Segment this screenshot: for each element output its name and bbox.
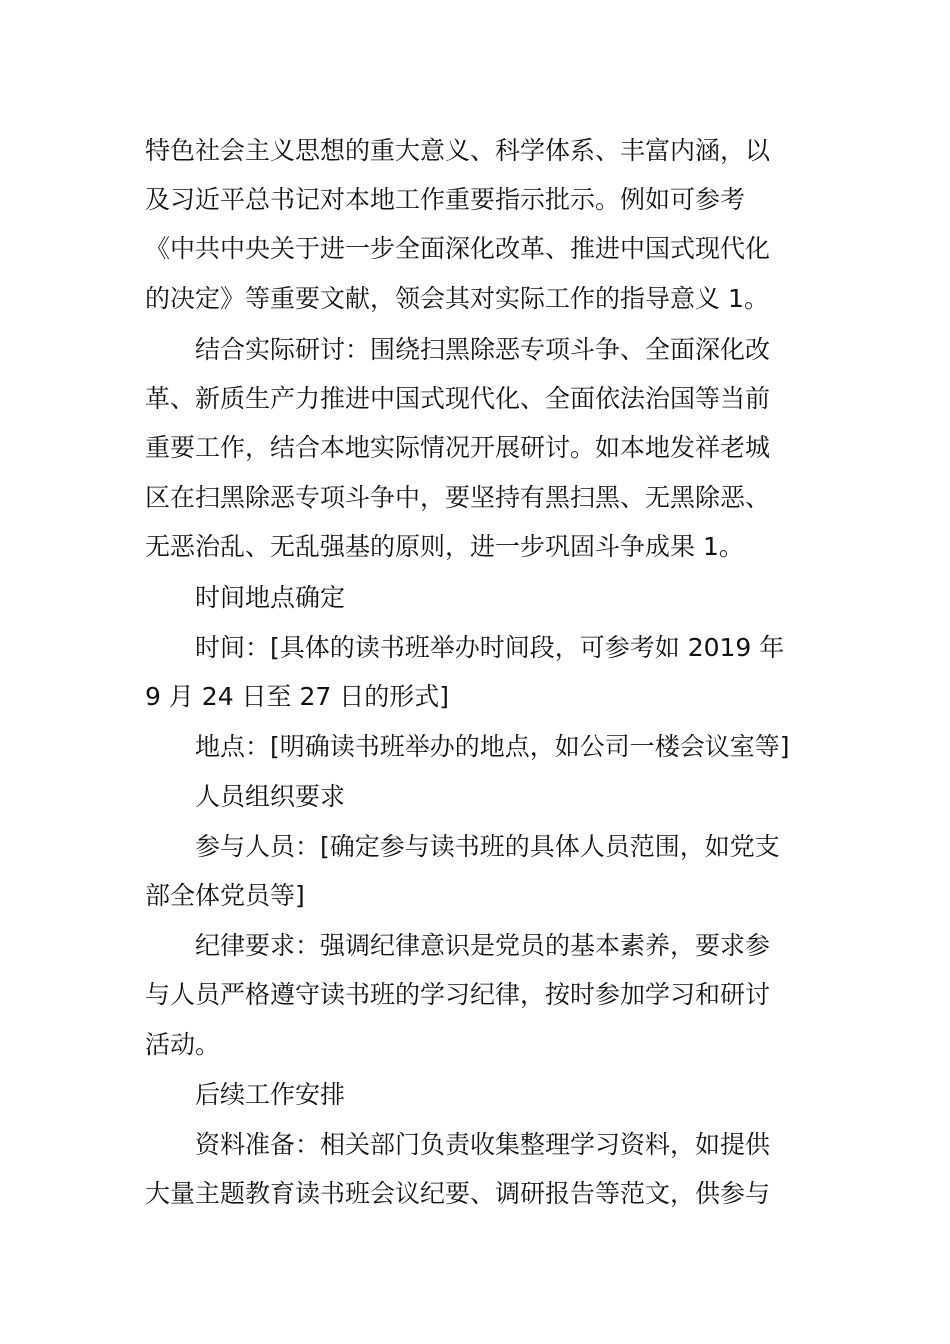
paragraph-start-line: 时间：[具体的读书班举办时间段，可参考如 2019 年	[195, 633, 785, 662]
body-text-line: 革、新质生产力推进中国式现代化、全面依法治国等当前	[145, 384, 771, 413]
section-heading: 时间地点确定	[195, 583, 346, 612]
body-text-line: 《中共中央关于进一步全面深化改革、推进中国式现代化	[145, 234, 771, 263]
body-text-line: 重要工作，结合本地实际情况开展研讨。如本地发祥老城	[145, 433, 771, 462]
body-text-line: 9 月 24 日至 27 日的形式]	[145, 682, 450, 711]
paragraph-start-line: 资料准备：相关部门负责收集整理学习资料，如提供	[195, 1130, 771, 1159]
body-text-line: 部全体党员等]	[145, 881, 305, 910]
body-text-line: 特色社会主义思想的重大意义、科学体系、丰富内涵，以	[145, 136, 771, 165]
section-heading: 人员组织要求	[195, 782, 346, 811]
body-text-line: 无恶治乱、无乱强基的原则，进一步巩固斗争成果 1。	[145, 532, 744, 561]
body-text-line: 区在扫黑除恶专项斗争中，要坚持有黑扫黑、无黑除恶、	[145, 483, 771, 512]
body-text-line: 与人员严格遵守读书班的学习纪律，按时参加学习和研讨	[145, 980, 771, 1009]
body-text-line: 及习近平总书记对本地工作重要指示批示。例如可参考	[145, 185, 746, 214]
paragraph-start-line: 参与人员：[确定参与读书班的具体人员范围，如党支	[195, 832, 780, 861]
section-heading: 后续工作安排	[195, 1080, 346, 1109]
paragraph-start-line: 纪律要求：强调纪律意识是党员的基本素养，要求参	[195, 931, 771, 960]
body-text-line: 的决定》等重要文献，领会其对实际工作的指导意义 1。	[145, 284, 769, 313]
body-text-line: 活动。	[145, 1030, 221, 1059]
paragraph-start-line: 结合实际研讨：围绕扫黑除恶专项斗争、全面深化改	[195, 335, 771, 364]
paragraph-start-line: 地点：[明确读书班举办的地点，如公司一楼会议室等]	[195, 732, 790, 761]
body-text-line: 大量主题教育读书班会议纪要、调研报告等范文，供参与	[145, 1179, 771, 1208]
